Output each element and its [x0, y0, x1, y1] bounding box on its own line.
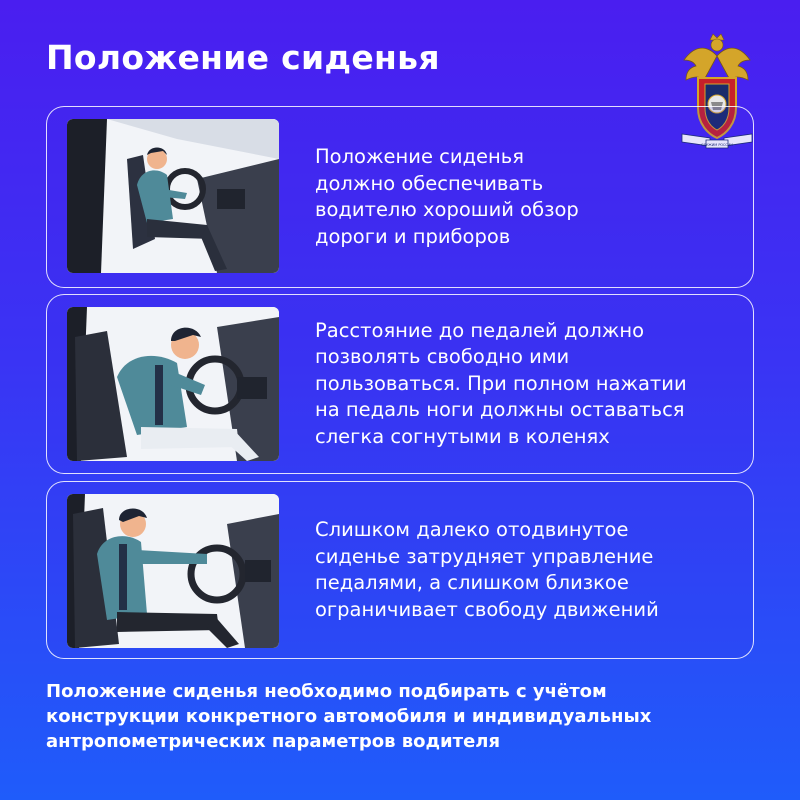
- footer-note: Положение сиденья необходимо подбирать с учётом конструкции конкретного автомобиля и индивидуальных антропометрических параметров водителя: [46, 681, 652, 752]
- driver-pedal-distance-illustration: [67, 307, 279, 461]
- seat-tip-card-1: [46, 106, 754, 288]
- driver-seat-too-far-illustration: [67, 494, 279, 648]
- emblem-ribbon-text: СЛУЖИМ РОССИИ: [701, 143, 733, 147]
- seat-tip-card-3: [46, 481, 754, 659]
- seat-tip-card-2: [46, 294, 754, 474]
- seat-tip-text-2: Расстояние до педалей должно позволять свободно ими пользоваться. При полном нажатии на педаль ноги должны оставаться слегка согнутыми в коленях: [315, 318, 687, 448]
- driver-correct-seat-illustration: [67, 119, 279, 273]
- seat-tip-text-1: Положение сиденья должно обеспечивать водителю хороший обзор дороги и приборов: [315, 145, 579, 248]
- page-title: Положение сиденья: [46, 38, 440, 77]
- seat-tip-text-3: Слишком далеко отодвинутое сиденье затрудняет управление педалями, а слишком близкое ограничивает свободу движений: [315, 518, 659, 621]
